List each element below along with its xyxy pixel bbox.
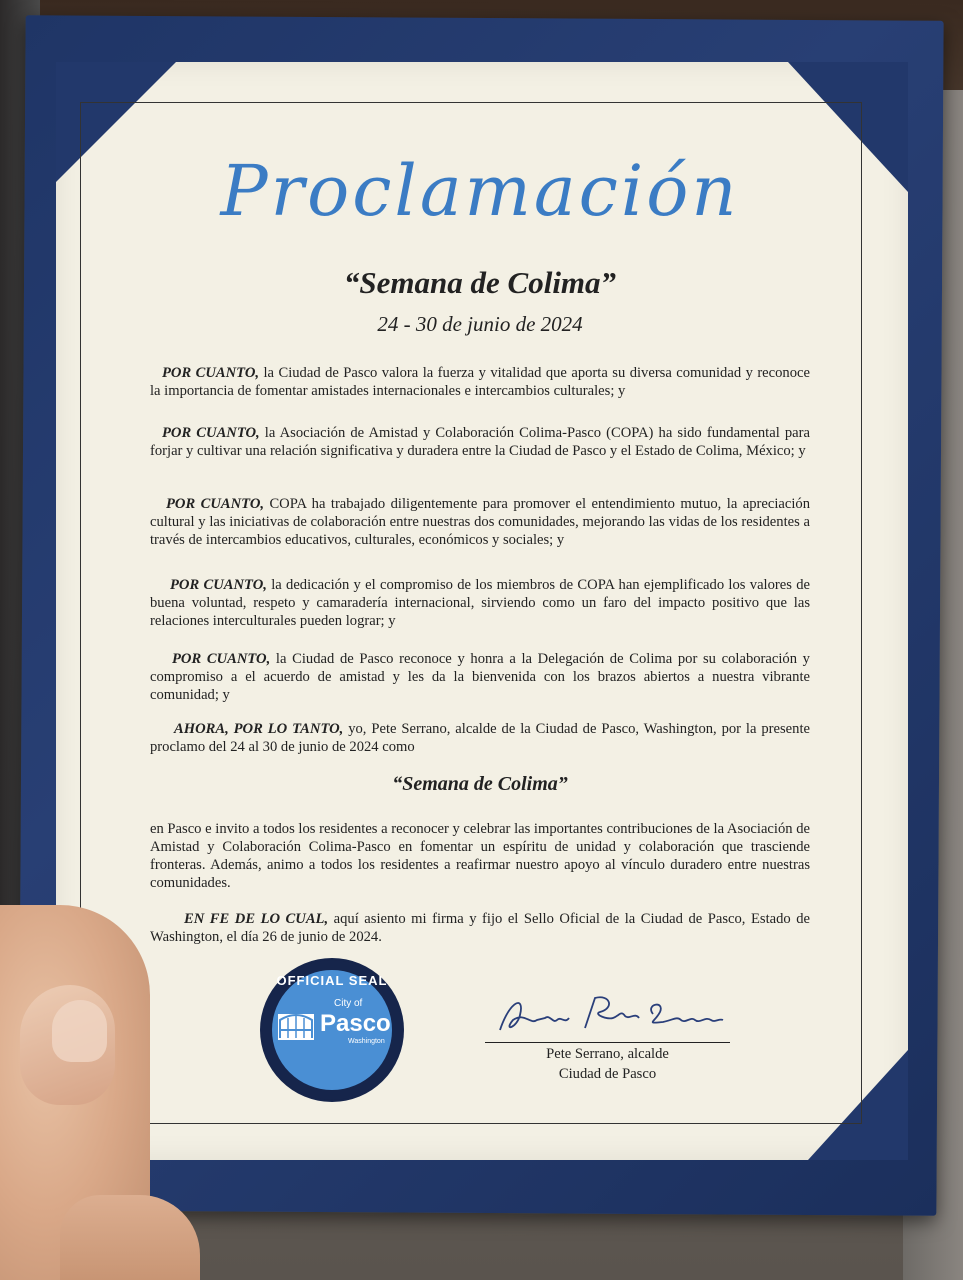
seal-city-name: Pasco [320, 1010, 391, 1037]
paragraph-5 [150, 650, 810, 704]
paragraph-3 [150, 495, 810, 549]
document-title: Proclamación [220, 150, 740, 232]
paragraph-text: la Ciudad de Pasco valora la fuerza y vitalidad que aporta su diversa comunidad y reconoce la importancia de fomentar amistades internacionales e intercambios culturales; y [150, 365, 810, 399]
paragraph-lead: POR CUANTO, [172, 651, 271, 667]
signature-line [485, 1042, 730, 1043]
official-seal [262, 960, 402, 1100]
witness-lead: EN FE DE LO CUAL, [184, 911, 329, 927]
bridge-icon [276, 1008, 316, 1042]
closing-paragraph: en Pasco e invito a todos los residentes a reconocer y celebrar las importantes contribuciones de la Asociación de Amistad y Colaboración Colima-Pasco en fomentar un espíritu de unidad y colaboración que trasciende fronteras. Además, animo a todos los residentes a reafirmar nuestro apoyo al vínculo duradero entre nuestras comunidades. [150, 821, 810, 891]
paragraph-lead: POR CUANTO, [166, 496, 265, 512]
paragraph-1 [150, 364, 810, 400]
handwritten-signature [495, 990, 725, 1040]
paragraph-4 [150, 576, 810, 630]
seal-state: Washington [348, 1038, 385, 1045]
paragraph-text: COPA ha trabajado diligentemente para promover el entendimiento mutuo, la apreciación cultural y las iniciativas de colaboración entre nuestras dos comunidades, mejorando las vidas de los residentes a través de intercambios educativos, culturales, económicos y sociales; y [150, 496, 810, 548]
signer-name: Pete Serrano, alcalde [546, 1046, 669, 1062]
seal-top-text: OFFICIAL SEAL [276, 973, 388, 988]
paragraph-text: la Ciudad de Pasco reconoce y honra a la Delegación de Colima por su colaboración y compromiso a el acuerdo de amistad y les da la bienvenida con los brazos abiertos a nuestra vibrante comunidad; y [150, 651, 810, 703]
signer-title: Ciudad de Pasco [558, 1066, 657, 1082]
witness-text: aquí asiento mi firma y fijo el Sello Oficial de la Ciudad de Pasco, Estado de Washington, el día 26 de junio de 2024. [150, 911, 810, 945]
paragraph-text: la dedicación y el compromiso de los miembros de COPA han ejemplificado los valores de buena voluntad, respeto y camaradería internacional, sirviendo como un faro del impacto positivo que las relaciones interculturales pueden lograr; y [150, 577, 810, 629]
document-subtitle: “Semana de Colima” [343, 265, 617, 300]
paragraph-2 [150, 424, 810, 460]
paragraph-lead: POR CUANTO, [170, 577, 267, 593]
paragraph-lead: POR CUANTO, [162, 425, 260, 441]
thumbnail-nail [52, 1000, 107, 1062]
paragraph-lead: POR CUANTO, [162, 365, 260, 381]
paragraph-lead: AHORA, POR LO TANTO, [174, 721, 344, 737]
paragraph-text: la Asociación de Amistad y Colaboración Colima-Pasco (COPA) ha sido fundamental para forjar y cultivar una relación significativa y duradera entre la Ciudad de Pasco y el Estado de Colima, México; y [150, 425, 810, 459]
paragraph-text: yo, Pete Serrano, alcalde de la Ciudad de Pasco, Washington, por la presente proclamo del 24 al 30 de junio de 2024 como [150, 721, 810, 755]
document-dates: 24 - 30 de junio de 2024 [377, 312, 583, 336]
paragraph-6 [150, 720, 810, 756]
seal-city-label: City of [334, 998, 363, 1009]
proclaimed-week-title: “Semana de Colima” [392, 773, 568, 795]
witness-paragraph [150, 910, 810, 946]
